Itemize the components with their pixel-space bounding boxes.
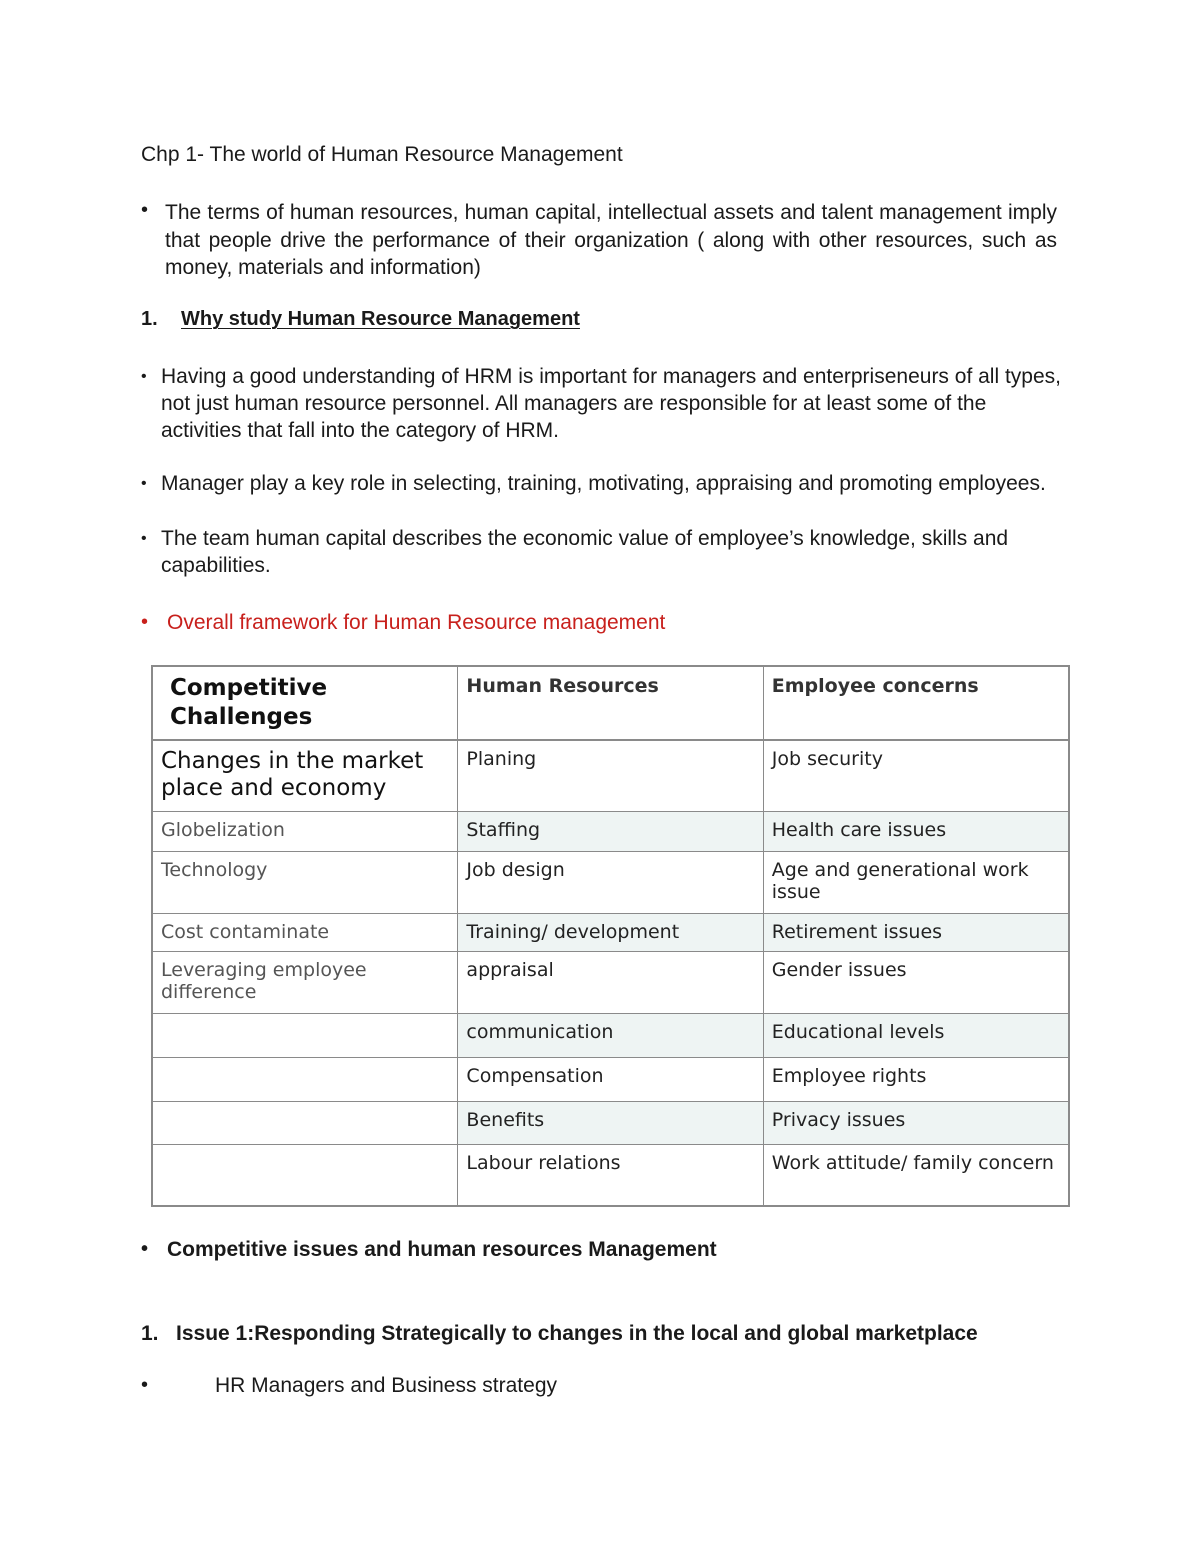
table-cell: Gender issues (763, 951, 1069, 1013)
table-cell: Health care issues (763, 811, 1069, 851)
table-cell: communication (458, 1013, 763, 1057)
list-item-text: The team human capital describes the economic value of employee’s knowledge, skills and capabilities. (161, 527, 1009, 577)
table-cell: Labour relations (458, 1144, 763, 1206)
framework-heading-text: Overall framework for Human Resource management (167, 611, 666, 634)
table-row (152, 1144, 1069, 1206)
table-row (152, 740, 1069, 811)
table-cell: Technology (152, 851, 458, 913)
table-cell (152, 1144, 458, 1206)
table-cell: appraisal (458, 951, 763, 1013)
section-title: Why study Human Resource Management (181, 308, 580, 330)
table-row (152, 1013, 1069, 1057)
framework-table (151, 665, 1070, 1207)
framework-heading (141, 611, 665, 635)
bullet-icon: • (141, 475, 147, 492)
table-cell: Educational levels (763, 1013, 1069, 1057)
header-cell: Competitive Challenges (152, 666, 458, 740)
table-cell: Globelization (152, 811, 458, 851)
table-cell: Staffing (458, 811, 763, 851)
table-row (152, 811, 1069, 851)
list-item-text: Having a good understanding of HRM is important for managers and enterpriseneurs of all types, not just human resource personnel. All managers are responsible for at least some of the activities that fall into the category of HRM. (161, 365, 1061, 442)
header-cell: Employee concerns (763, 666, 1069, 740)
table-cell (152, 1101, 458, 1144)
bullet-icon: • (141, 199, 149, 221)
table-cell: Privacy issues (763, 1101, 1069, 1144)
table-cell: Age and generational work issue (763, 851, 1069, 913)
table-cell: Benefits (458, 1101, 763, 1144)
bullet-icon: • (141, 368, 147, 385)
table-cell: Planing (458, 740, 763, 811)
list-item (141, 363, 1061, 444)
list-item (141, 525, 1061, 579)
table-cell: Retirement issues (763, 913, 1069, 951)
list-item-text: Manager play a key role in selecting, training, motivating, appraising and promoting employees. (161, 472, 1046, 495)
bullet-icon: • (141, 1374, 149, 1396)
table-cell: Job design (458, 851, 763, 913)
table-cell: Leveraging employee difference (152, 951, 458, 1013)
table-row (152, 1101, 1069, 1144)
table-row (152, 1057, 1069, 1101)
table-row (152, 913, 1069, 951)
table-cell: Employee rights (763, 1057, 1069, 1101)
intro-paragraph: The terms of human resources, human capital, intellectual assets and talent management imply that people drive the performance of their organization ( along with other resources, such as money, materials and information) (165, 201, 1057, 279)
list-item (141, 470, 1061, 497)
table-cell: Training/ development (458, 913, 763, 951)
bullet-icon: • (141, 530, 147, 547)
table-header-row (152, 666, 1069, 740)
hr-strategy-text: HR Managers and Business strategy (215, 1374, 557, 1397)
competitive-heading-text: Competitive issues and human resources Management (167, 1238, 717, 1261)
competitive-heading (141, 1238, 717, 1262)
bullet-icon: • (141, 611, 149, 633)
issue-heading (141, 1320, 1041, 1347)
table-cell: Changes in the market place and economy (152, 740, 458, 811)
table-cell (152, 1057, 458, 1101)
table-cell: Job security (763, 740, 1069, 811)
header-cell: Human Resources (458, 666, 763, 740)
bullet-icon: • (141, 1238, 149, 1260)
table-cell (152, 1013, 458, 1057)
table-row (152, 951, 1069, 1013)
chapter-title: Chp 1- The world of Human Resource Management (141, 143, 623, 166)
table-cell: Cost contaminate (152, 913, 458, 951)
table-cell: Compensation (458, 1057, 763, 1101)
section-number: 1. (141, 308, 158, 330)
section-heading (141, 308, 580, 331)
hr-strategy-item (141, 1374, 557, 1398)
intro-bullet-item (141, 199, 1057, 282)
table-cell: Work attitude/ family concern (763, 1144, 1069, 1206)
table-row (152, 851, 1069, 913)
issue-number: 1. (141, 1322, 159, 1345)
issue-heading-text: Issue 1:Responding Strategically to changes in the local and global marketplace (176, 1322, 978, 1345)
